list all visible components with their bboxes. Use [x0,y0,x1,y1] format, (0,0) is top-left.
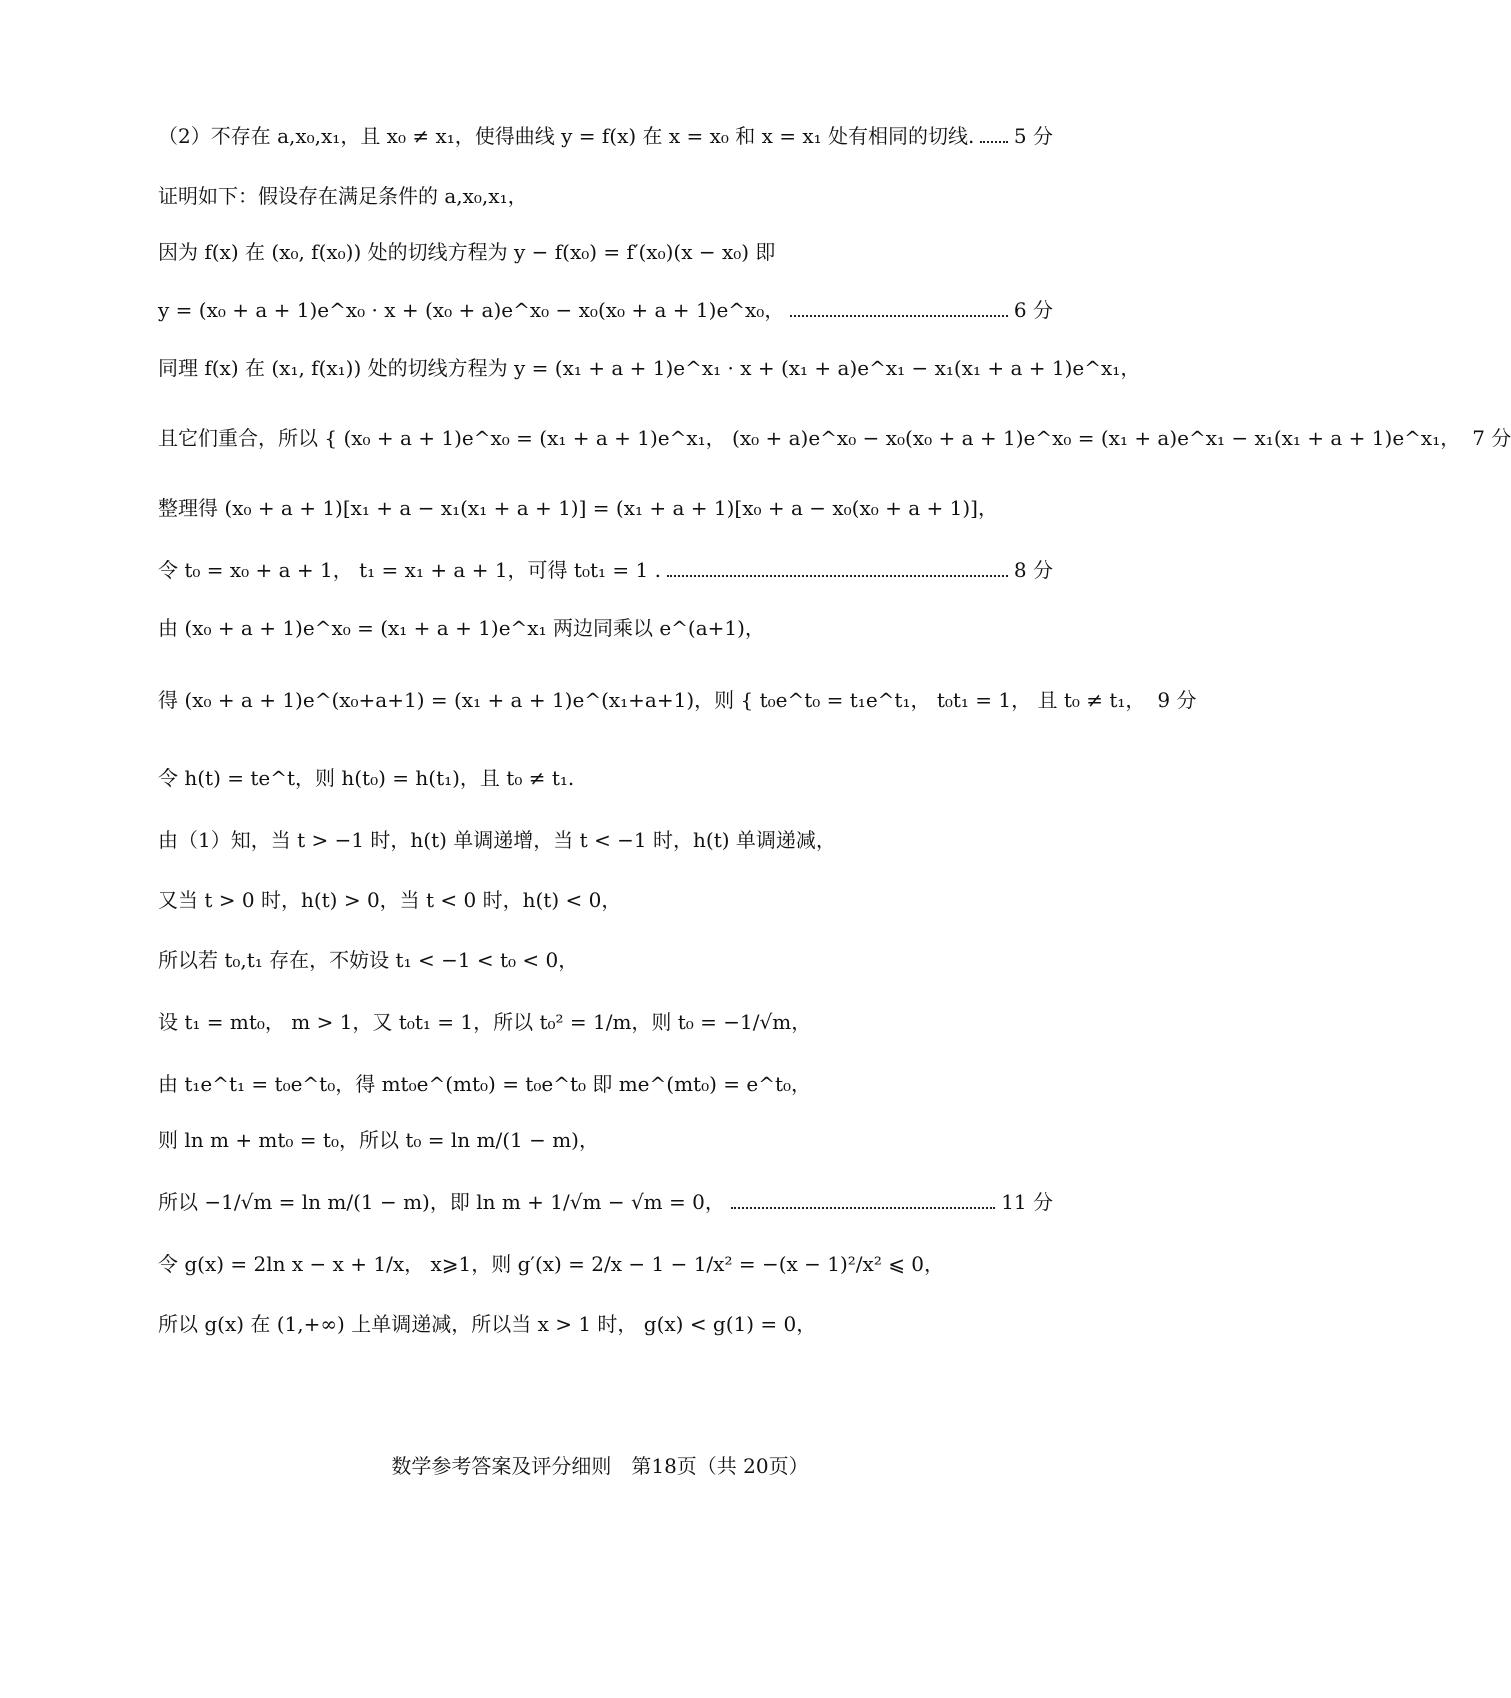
line-text: 令 g(x) = 2ln x − x + 1/x， x⩾1，则 g′(x) = 2/x − 1 − 1/x² = −(x − 1)²/x² ⩽ 0， [158,1252,945,1276]
line-3 [158,238,1053,266]
score-label: 5 分 [1013,124,1053,148]
score-label: 8 分 [1013,558,1053,582]
line-text: 证明如下：假设存在满足条件的 a,x₀,x₁， [158,184,528,208]
line-4 [158,296,1053,324]
line-8 [158,556,1053,584]
line-text: 又当 t > 0 时，h(t) > 0，当 t < 0 时，h(t) < 0， [158,888,622,912]
line-text: 设 t₁ = mt₀， m > 1，又 t₀t₁ = 1，所以 t₀² = 1/m，则 t₀ = −1/√m， [158,1010,812,1034]
line-text: （2）不存在 a,x₀,x₁，且 x₀ ≠ x₁，使得曲线 y = f(x) 在 x = x₀ 和 x = x₁ 处有相同的切线. [158,124,975,148]
line-text: 令 t₀ = x₀ + a + 1， t₁ = x₁ + a + 1，可得 t₀t₁ = 1 . [158,558,661,582]
score-label: 6 分 [1013,298,1053,322]
score-label: 9 分 [1157,688,1197,712]
line-17 [158,1126,1053,1154]
line-5 [158,354,1141,382]
line-text: 由 (x₀ + a + 1)e^x₀ = (x₁ + a + 1)e^x₁ 两边同乘以 e^(a+1)， [158,616,765,640]
line-text: 因为 f(x) 在 (x₀, f(x₀)) 处的切线方程为 y − f(x₀) = f′(x₀)(x − x₀) 即 [158,240,776,264]
line-15 [158,1008,1053,1036]
dot-leader [790,315,1008,317]
line-text: 所以若 t₀,t₁ 存在，不妨设 t₁ < −1 < t₀ < 0， [158,948,579,972]
line-text: 整理得 (x₀ + a + 1)[x₁ + a − x₁(x₁ + a + 1)] = (x₁ + a + 1)[x₀ + a − x₀(x₀ + a + 1)]， [158,496,998,520]
dot-leader [667,575,1008,577]
line-text: 且它们重合，所以 { (x₀ + a + 1)e^x₀ = (x₁ + a + 1)e^x₁， (x₀ + a)e^x₀ − x₀(x₀ + a + 1)e^x₀ = (x₁ + a)e^x₁ − x₁(x₁ + a + 1)e^x₁， [158,426,1461,450]
line-10 [158,686,1197,714]
line-text: 所以 −1/√m = ln m/(1 − m)，即 ln m + 1/√m − √m = 0， [158,1190,725,1214]
line-text: 由 t₁e^t₁ = t₀e^t₀，得 mt₀e^(mt₀) = t₀e^t₀ 即 me^(mt₀) = e^t₀， [158,1072,812,1096]
line-text: 得 (x₀ + a + 1)e^(x₀+a+1) = (x₁ + a + 1)e^(x₁+a+1)，则 { t₀e^t₀ = t₁e^t₁， t₀t₁ = 1， 且 t₀ ≠ t₁， [158,688,1146,712]
line-12 [158,826,1053,854]
line-20 [158,1310,1053,1338]
dot-leader [980,141,1008,143]
line-text: y = (x₀ + a + 1)e^x₀ · x + (x₀ + a)e^x₀ − x₀(x₀ + a + 1)e^x₀， [158,298,785,322]
page-footer: 数学参考答案及评分细则 第18页（共 20页） [391,1454,809,1478]
line-11 [158,764,1053,792]
dot-leader [731,1207,995,1209]
line-13 [158,886,1053,914]
line-6 [158,424,1511,452]
line-2 [158,182,1053,210]
line-14 [158,946,1053,974]
line-text: 同理 f(x) 在 (x₁, f(x₁)) 处的切线方程为 y = (x₁ + a + 1)e^x₁ · x + (x₁ + a)e^x₁ − x₁(x₁ + a + 1)e^x₁， [158,356,1141,380]
score-label: 11 分 [1001,1190,1053,1214]
score-label: 7 分 [1472,426,1511,450]
line-9 [158,614,1053,642]
line-text: 令 h(t) = te^t，则 h(t₀) = h(t₁)，且 t₀ ≠ t₁. [158,766,575,790]
line-18 [158,1188,1053,1216]
line-7 [158,494,1053,522]
line-16 [158,1070,1053,1098]
line-1 [158,122,1053,150]
line-text: 由（1）知，当 t > −1 时，h(t) 单调递增，当 t < −1 时，h(t) 单调递减， [158,828,836,852]
line-text: 所以 g(x) 在 (1,+∞) 上单调递减，所以当 x > 1 时， g(x) < g(1) = 0， [158,1312,817,1336]
line-19 [158,1250,1053,1278]
line-text: 则 ln m + mt₀ = t₀，所以 t₀ = ln m/(1 − m)， [158,1128,599,1152]
